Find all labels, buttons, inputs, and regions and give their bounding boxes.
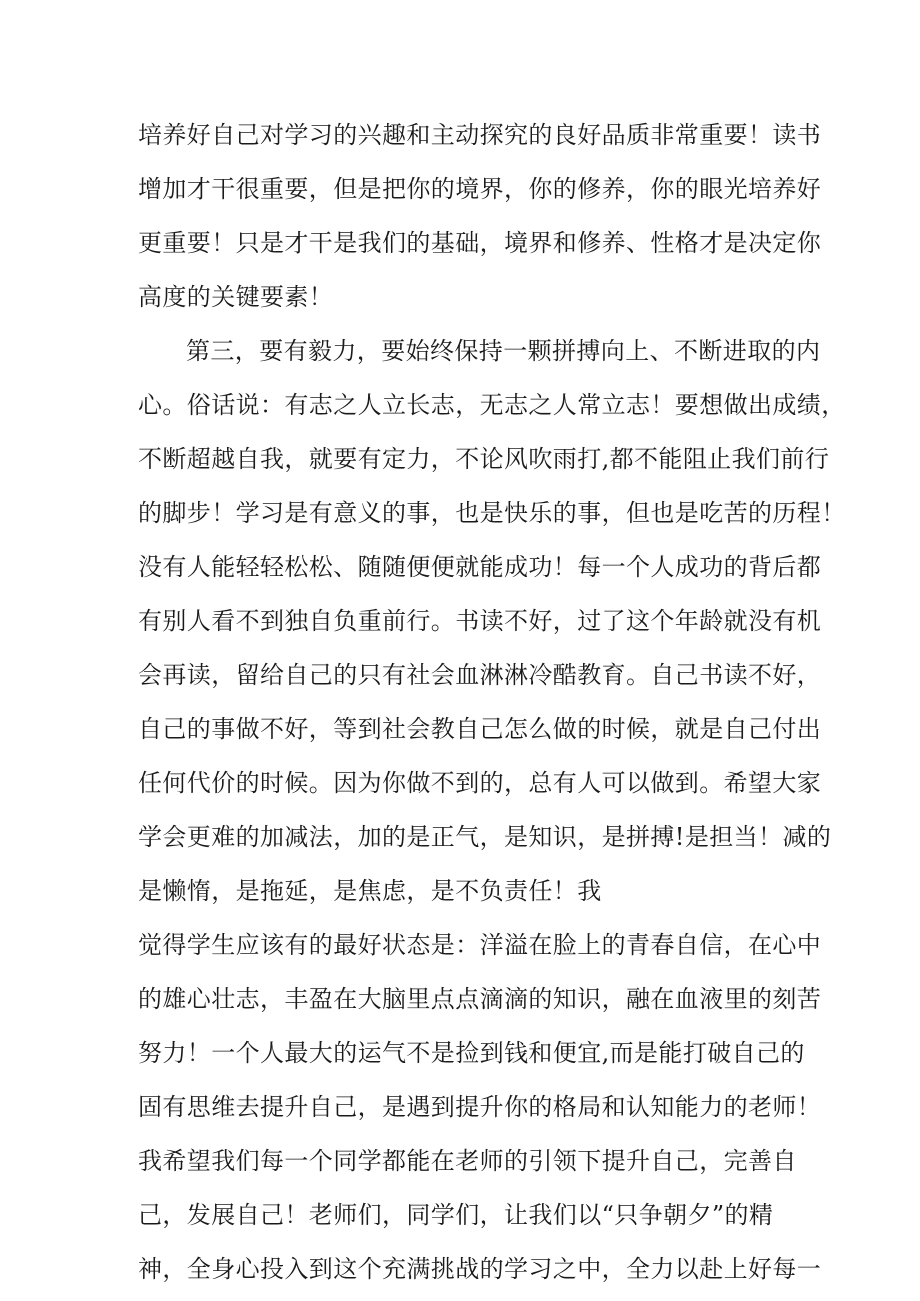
text-line: 自己的事做不好，等到社会教自己怎么做的时候，就是自己付出 [138, 715, 822, 743]
text-line: 固有思维去提升自己，是遇到提升你的格局和认知能力的老师！ [138, 1093, 822, 1121]
text-line: 学会更难的加减法，加的是正气，是知识，是拼搏!是担当！减的 [138, 823, 832, 851]
text-line: 己，发展自己！老师们，同学们，让我们以“只争朝夕”的精 [138, 1201, 774, 1229]
text-line: 是懒惰，是拖延，是焦虑，是不负责任！我 [138, 877, 602, 905]
text-line: 更重要！只是才干是我们的基础，境界和修养、性格才是决定你 [138, 229, 822, 257]
text-line: 我希望我们每一个同学都能在老师的引领下提升自己，完善自 [138, 1147, 797, 1175]
text-line: 任何代价的时候。因为你做不到的，总有人可以做到。希望大家 [138, 769, 822, 797]
body-text [138, 108, 846, 1296]
text-line: 高度的关键要素！ [138, 283, 334, 311]
text-line: 有别人看不到独自负重前行。书读不好，过了这个年龄就没有机 [138, 607, 822, 635]
text-line: 努力！一个人最大的运气不是捡到钱和便宜,而是能打破自己的 [138, 1039, 805, 1067]
text-line: 培养好自己对学习的兴趣和主动探究的良好品质非常重要！读书 [138, 121, 822, 149]
text-line: 的脚步！学习是有意义的事，也是快乐的事，但也是吃苦的历程！ [138, 499, 846, 527]
text-line: 不断超越自我，就要有定力，不论风吹雨打,都不能阻止我们前行 [138, 445, 830, 473]
paragraph-start-line: 第三，要有毅力，要始终保持一颗拼搏向上、不断进取的内 [186, 337, 821, 365]
text-line: 神，全身心投入到这个充满挑战的学习之中，全力以赴上好每一 [138, 1255, 822, 1283]
text-line: 增加才干很重要，但是把你的境界，你的修养，你的眼光培养好 [138, 175, 822, 203]
text-line: 心。俗话说：有志之人立长志，无志之人常立志！要想做出成绩， [138, 391, 846, 419]
text-line: 会再读，留给自己的只有社会血淋淋冷酷教育。自己书读不好， [138, 661, 822, 689]
text-line: 没有人能轻轻松松、随随便便就能成功！每一个人成功的背后都 [138, 553, 822, 581]
text-line: 的雄心壮志，丰盈在大脑里点点滴滴的知识，融在血液里的刻苦 [138, 985, 822, 1013]
text-line: 觉得学生应该有的最好状态是：洋溢在脸上的青春自信，在心中 [138, 931, 822, 959]
